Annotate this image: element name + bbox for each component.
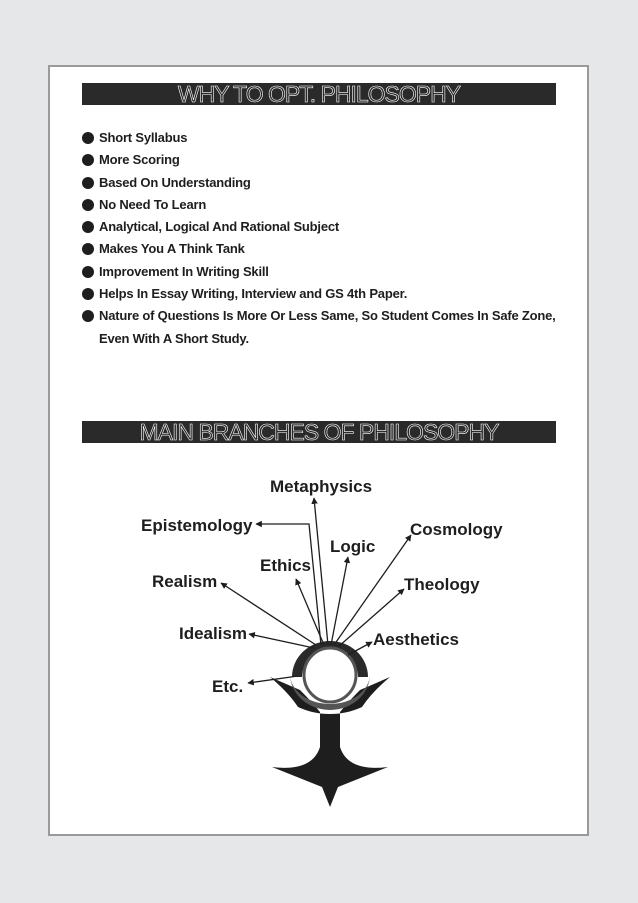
section-title: WHY TO OPT. PHILOSOPHY bbox=[177, 80, 461, 107]
list-item-text: More Scoring bbox=[99, 152, 180, 168]
list-item bbox=[82, 194, 562, 216]
section-banner-main-branches bbox=[82, 418, 556, 445]
branch-label-cosmology: Cosmology bbox=[410, 520, 503, 539]
list-item-text: Improvement In Writing Skill bbox=[99, 263, 269, 279]
list-item-text: Based On Understanding bbox=[99, 174, 251, 190]
list-item-text: Makes You A Think Tank bbox=[99, 241, 245, 257]
arrow-metaphysics bbox=[314, 498, 328, 645]
reasons-list bbox=[82, 127, 562, 350]
list-item bbox=[82, 216, 562, 238]
list-item bbox=[82, 127, 562, 149]
section-title: MAIN BRANCHES OF PHILOSOPHY bbox=[139, 418, 499, 445]
branch-label-logic: Logic bbox=[330, 537, 376, 556]
arrow-idealism bbox=[249, 634, 314, 648]
bullet-icon bbox=[82, 199, 94, 211]
list-item-text: No Need To Learn bbox=[99, 196, 207, 212]
list-item bbox=[82, 149, 562, 171]
bullet-icon bbox=[82, 132, 94, 144]
section-banner-why-philosophy bbox=[82, 80, 556, 107]
branch-label-epistemology: Epistemology bbox=[141, 516, 253, 535]
bullet-icon bbox=[82, 288, 94, 300]
branches-diagram bbox=[50, 457, 587, 827]
branch-label-metaphysics: Metaphysics bbox=[270, 477, 373, 496]
branch-label-realism: Realism bbox=[152, 572, 218, 591]
list-item bbox=[82, 238, 562, 260]
branch-label-ethics: Ethics bbox=[260, 556, 312, 575]
branch-label-idealism: Idealism bbox=[179, 624, 248, 643]
arrow-logic bbox=[331, 557, 348, 645]
bullet-icon bbox=[82, 221, 94, 233]
document-page bbox=[48, 65, 589, 836]
bullet-icon bbox=[82, 154, 94, 166]
list-item-text: Analytical, Logical And Rational Subject bbox=[99, 219, 340, 235]
list-item bbox=[82, 305, 562, 350]
list-item bbox=[82, 261, 562, 283]
branch-label-etc: Etc. bbox=[212, 677, 244, 696]
branch-label-theology: Theology bbox=[404, 575, 480, 594]
bullet-icon bbox=[82, 266, 94, 278]
bullet-icon bbox=[82, 243, 94, 255]
list-item-text: Helps In Essay Writing, Interview and GS 4th Paper. bbox=[99, 286, 408, 302]
list-item bbox=[82, 172, 562, 194]
list-item-text: Nature of Questions Is More Or Less Same, So Student Comes In Safe Zone, Even With A Short Study. bbox=[99, 308, 556, 346]
figure-head-icon bbox=[304, 648, 356, 702]
bullet-icon bbox=[82, 310, 94, 322]
list-item bbox=[82, 283, 562, 305]
branch-label-aesthetics: Aesthetics bbox=[373, 630, 459, 649]
bullet-icon bbox=[82, 177, 94, 189]
list-item-text: Short Syllabus bbox=[99, 130, 188, 145]
